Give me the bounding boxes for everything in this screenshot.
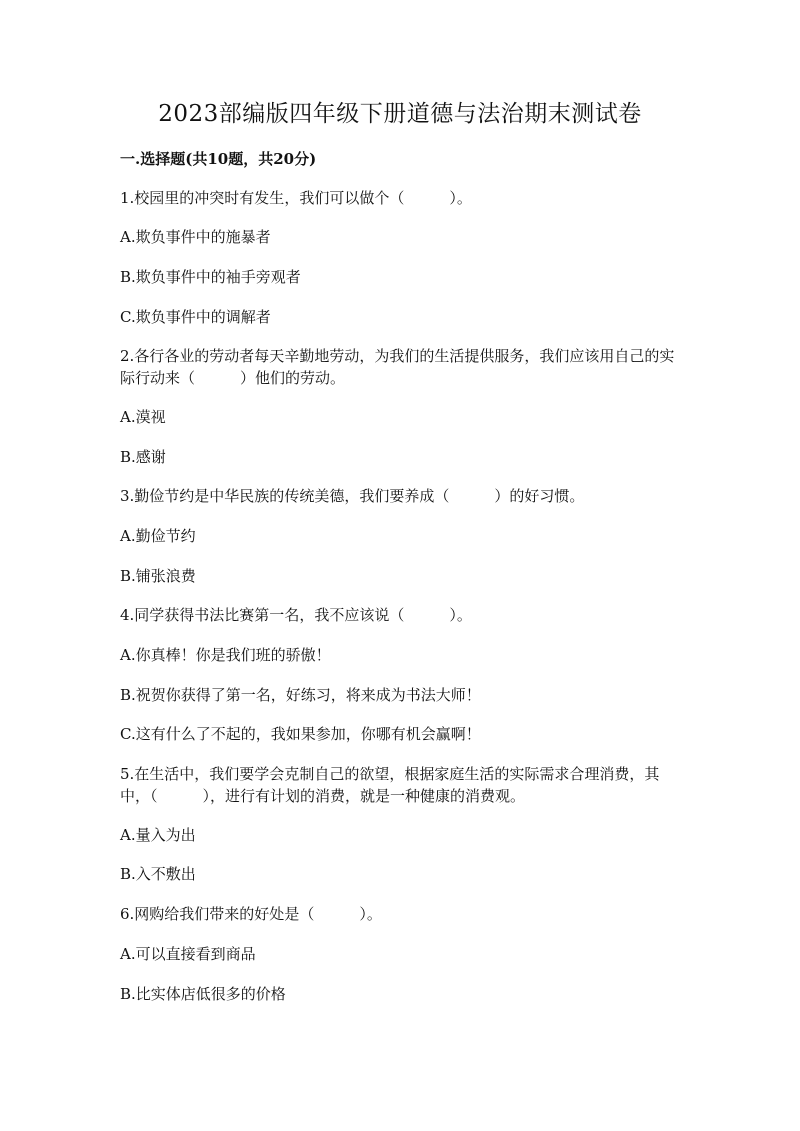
question-3-option-b: B.铺张浪费: [120, 567, 196, 585]
question-6-text: 6.网购给我们带来的好处是（ ）。: [120, 905, 382, 923]
question-3-option-a: A.勤俭节约: [120, 527, 196, 545]
question-2-text: 2.各行各业的劳动者每天辛勤地劳动，为我们的生活提供服务，我们应该用自己的实际行动来（ ）他们的劳动。: [120, 347, 675, 387]
question-1-text: 1.校园里的冲突时有发生，我们可以做个（ ）。: [120, 189, 472, 207]
question-4-text: 4.同学获得书法比赛第一名，我不应该说（ ）。: [120, 606, 472, 624]
section-heading: 一.选择题(共10题，共20分): [120, 150, 317, 168]
question-6-option-a: A.可以直接看到商品: [120, 945, 256, 963]
question-5-text: 5.在生活中，我们要学会克制自己的欲望，根据家庭生活的实际需求合理消费，其中，（ ），进行有计划的消费，就是一种健康的消费观。: [120, 765, 660, 805]
question-6-option-b: B.比实体店低很多的价格: [120, 985, 286, 1003]
question-1-option-b: B.欺负事件中的袖手旁观者: [120, 268, 301, 286]
question-4-option-b: B.祝贺你获得了第一名，好练习，将来成为书法大师！: [120, 686, 481, 704]
exam-title: 2023部编版四年级下册道德与法治期末测试卷: [158, 101, 642, 127]
question-2-option-a: A.漠视: [120, 408, 166, 426]
question-1-option-c: C.欺负事件中的调解者: [120, 308, 271, 326]
question-1-option-a: A.欺负事件中的施暴者: [120, 228, 271, 246]
question-3-text: 3.勤俭节约是中华民族的传统美德，我们要养成（ ）的好习惯。: [120, 487, 585, 505]
question-5-option-b: B.入不敷出: [120, 865, 196, 883]
question-2-option-b: B.感谢: [120, 448, 166, 466]
question-4-option-c: C.这有什么了不起的，我如果参加，你哪有机会赢啊！: [120, 725, 481, 743]
question-4-option-a: A.你真棒！你是我们班的骄傲！: [120, 646, 331, 664]
question-5-option-a: A.量入为出: [120, 826, 196, 844]
